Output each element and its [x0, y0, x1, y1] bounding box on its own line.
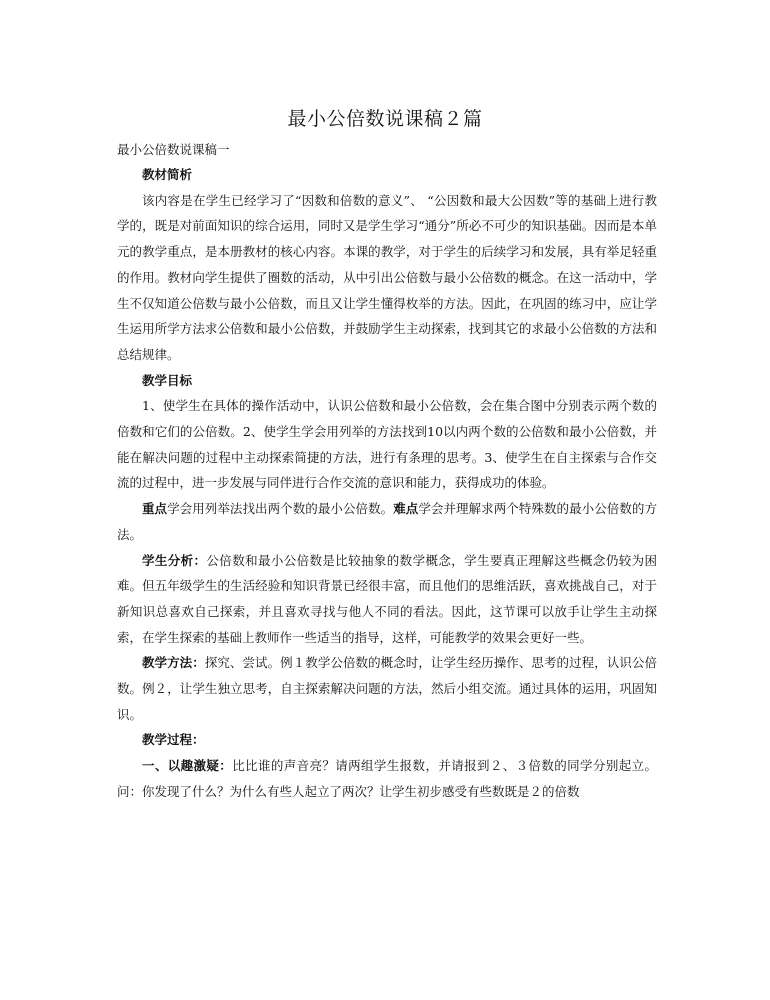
paragraph-key-points [117, 496, 657, 547]
document-subtitle: 最小公倍数说课稿一 [117, 142, 230, 157]
section-heading-process: 教学过程： [142, 732, 205, 748]
label-student-analysis: 学生分析： [142, 552, 207, 568]
label-process-step-1: 一、以趣激疑： [142, 758, 233, 774]
text-student-analysis: 公倍数和最小公倍数是比较抽象的数学概念，学生要真正理解这些概念仍较为困难。但五年级学生的生活经验和知识背景已经很丰富，而且他们的思维活跃，喜欢挑战自己，对于新知识总喜欢自己探索，并且喜欢寻找与他人不同的看法。因此，这节课可以放手让学生主动探索，在学生探索的基础上教师作一些适当的指导，这样，可能教学的效果会更好一些。 [117, 552, 657, 645]
document-body [117, 162, 657, 805]
document-title: 最小公倍数说课稿２篇 [287, 108, 483, 130]
label-teaching-method: 教学方法： [142, 655, 205, 671]
label-difficulty: 难点 [393, 501, 419, 517]
paragraph-student-analysis [117, 548, 657, 651]
section-heading-textbook: 教材简析 [142, 167, 193, 182]
paragraph-teaching-goals: 1、使学生在具体的操作活动中，认识公倍数和最小公倍数，会在集合图中分别表示两个数的倍数和它们的公倍数。2、使学生学会用列举的方法找到10以内两个数的公倍数和最小公倍数，并能在解决问题的过程中主动探索简捷的方法，进行有条理的思考。3、使学生在自主探索与合作交流的过程中，进一步发展与同伴进行合作交流的意识和能力，获得成功的体验。 [117, 398, 657, 491]
text-teaching-method: 探究、尝试。例１教学公倍数的概念时，让学生经历操作、思考的过程，认识公倍数。例２，让学生独立思考，自主探索解决问题的方法，然后小组交流。通过具体的运用，巩固知识。 [117, 655, 657, 722]
text-process-step-1: 比比谁的声音亮？请两组学生报数，并请报到２、３倍数的同学分别起立。问：你发现了什么？为什么有些人起立了两次？让学生初步感受有些数既是２的倍数 [117, 758, 657, 799]
paragraph-textbook-analysis: 该内容是在学生已经学习了“因数和倍数的意义”、 “公因数和最大公因数”等的基础上进行教学的，既是对前面知识的综合运用，同时又是学生学习“通分”所必不可少的知识基础。因而是本单元的教学重点，是本册教材的核心内容。本课的教学，对于学生的后续学习和发展，具有举足轻重的作用。教材向学生提供了圈数的活动，从中引出公倍数与最小公倍数的概念。在这一活动中，学生不仅知道公倍数与最小公倍数，而且又让学生懂得枚举的方法。因此，在巩固的练习中，应让学生运用所学方法求公倍数和最小公倍数，并鼓励学生主动探索，找到其它的求最小公倍数的方法和总结规律。 [117, 192, 657, 362]
section-heading-goals: 教学目标 [142, 372, 193, 388]
text-difficulty: 学会并理解求两个特殊数的最小公倍数的方法。 [117, 501, 657, 542]
label-key-point: 重点 [142, 501, 168, 517]
paragraph-teaching-method [117, 650, 657, 727]
paragraph-process-step-1 [117, 753, 657, 804]
text-key-point: 学会用列举法找出两个数的最小公倍数。 [167, 501, 394, 517]
